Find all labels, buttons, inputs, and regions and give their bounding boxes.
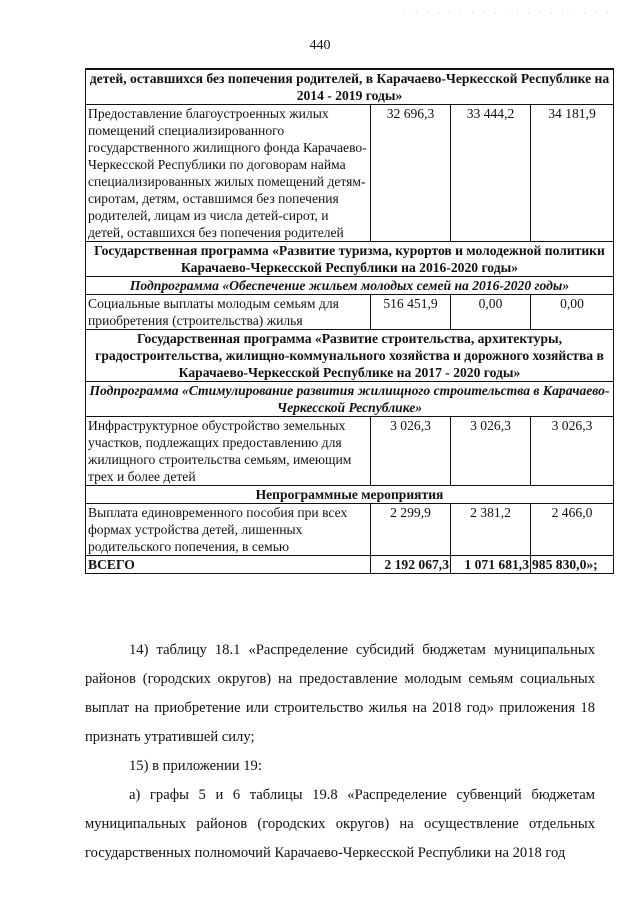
row-value: 3 026,3 <box>371 417 451 486</box>
row-description: Выплата единовременного пособия при всех формах устройства детей, лишенных родительского попечения, в семью <box>86 504 371 556</box>
row-value: 2 299,9 <box>371 504 451 556</box>
program-header-construction: Государственная программа «Развитие строительства, архитектуры, градостроительства, жилищно-коммунального хозяйства и дорожного хозяйства в Карачаево-Черкесской Республике на 2017 - 2020 годы» <box>86 330 614 382</box>
table-row <box>86 295 614 330</box>
row-description: Предоставление благоустроенных жилых помещений специализированного государственного жилищного фонда Карачаево-Черкесской Республики по договорам найма специализированных жилых помещений детям-сиротам, детям, оставшимся без попечения родителей, лицам из числа детей-сирот, и детей, оставшихся без попечения родителей <box>86 105 371 242</box>
row-description: Социальные выплаты молодым семьям для приобретения (строительства) жилья <box>86 295 371 330</box>
table-row <box>86 242 614 277</box>
paragraph-14: 14) таблицу 18.1 «Распределение субсидий бюджетам муниципальных районов (городских округов) на предоставление молодым семьям социальных выплат на приобретение или строительство жилья на 2018 год» приложения 18 признать утратившей силу; <box>85 642 595 745</box>
table-row <box>86 105 614 242</box>
row-value: 2 381,2 <box>451 504 531 556</box>
page-number: 440 <box>309 38 331 53</box>
row-value: 3 026,3 <box>451 417 531 486</box>
total-value: 985 830,0»; <box>531 556 614 574</box>
table-row <box>86 486 614 504</box>
table-row <box>86 330 614 382</box>
row-value: 2 466,0 <box>531 504 614 556</box>
row-value: 3 026,3 <box>531 417 614 486</box>
nonprogram-header: Непрограммные мероприятия <box>86 486 614 504</box>
row-value: 33 444,2 <box>451 105 531 242</box>
row-value: 32 696,3 <box>371 105 451 242</box>
table-row <box>86 382 614 417</box>
total-value: 2 192 067,3 <box>371 556 451 574</box>
table-row <box>86 277 614 295</box>
row-value: 516 451,9 <box>371 295 451 330</box>
subprogram-header-housing: Подпрограмма «Обеспечение жильем молодых семей на 2016-2020 годы» <box>86 277 614 295</box>
paragraph-15: 15) в приложении 19: <box>129 758 262 774</box>
table-row <box>86 417 614 486</box>
row-value: 0,00 <box>531 295 614 330</box>
row-description: Инфраструктурное обустройство земельных участков, подлежащих предоставлению для жилищного строительства семьям, имеющим трех и более детей <box>86 417 371 486</box>
body-paragraphs <box>85 636 595 868</box>
scan-artifact: · · · · · · · · · · · · · · · · · · · <box>403 8 612 18</box>
paragraph-15a: а) графы 5 и 6 таблицы 19.8 «Распределение субвенций бюджетам муниципальных районов (городских округов) на осуществление отдельных государственных полномочий Карачаево-Черкесской Республики на 2018 год <box>85 787 595 861</box>
total-value: 1 071 681,3 <box>451 556 531 574</box>
program-header-continued: детей, оставшихся без попечения родителей, в Карачаево-Черкесской Республике на 2014 - 2019 годы» <box>86 69 614 105</box>
total-label: ВСЕГО <box>86 556 371 574</box>
subprogram-header-stimulation: Подпрограмма «Стимулирование развития жилищного строительства в Карачаево-Черкесской Республике» <box>86 382 614 417</box>
table-row <box>86 504 614 556</box>
budget-table <box>85 68 614 574</box>
program-header-tourism: Государственная программа «Развитие туризма, курортов и молодежной политики Карачаево-Черкесской Республики на 2016-2020 годы» <box>86 242 614 277</box>
row-value: 0,00 <box>451 295 531 330</box>
table-row <box>86 69 614 105</box>
row-value: 34 181,9 <box>531 105 614 242</box>
total-row <box>86 556 614 574</box>
